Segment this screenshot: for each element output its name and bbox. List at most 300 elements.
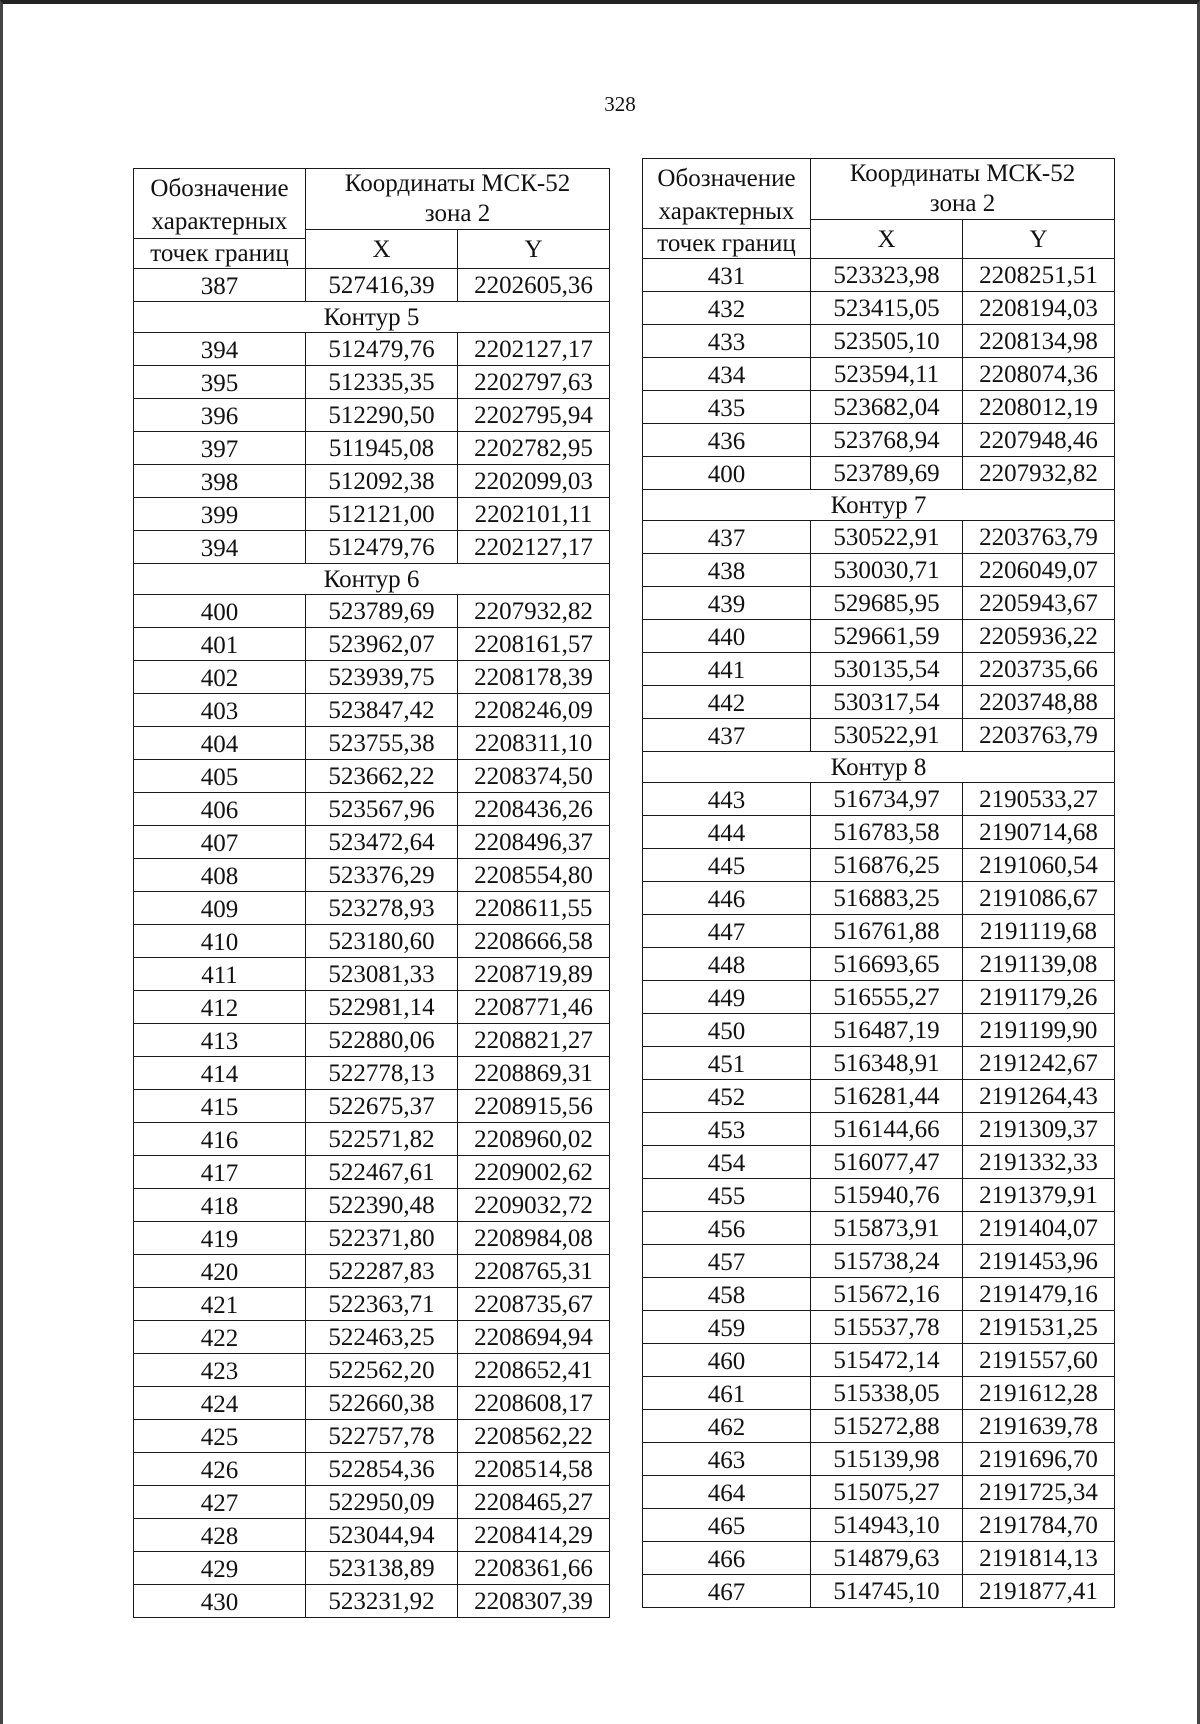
point-number-cell: 446 bbox=[643, 882, 811, 915]
table-row bbox=[134, 1189, 610, 1222]
x-coordinate-cell: 515873,91 bbox=[811, 1212, 963, 1245]
y-coordinate-cell: 2191453,96 bbox=[963, 1245, 1115, 1278]
x-coordinate-cell: 522757,78 bbox=[306, 1420, 458, 1453]
y-coordinate-cell: 2202797,63 bbox=[458, 366, 610, 399]
table-row bbox=[643, 1113, 1115, 1146]
x-coordinate-cell: 523081,33 bbox=[306, 958, 458, 991]
table-row bbox=[643, 719, 1115, 752]
y-coordinate-cell: 2191557,60 bbox=[963, 1344, 1115, 1377]
x-coordinate-cell: 522363,71 bbox=[306, 1288, 458, 1321]
x-coordinate-cell: 523594,11 bbox=[811, 358, 963, 391]
point-number-cell: 463 bbox=[643, 1443, 811, 1476]
point-number-cell: 435 bbox=[643, 391, 811, 424]
point-number-cell: 416 bbox=[134, 1123, 306, 1156]
y-coordinate-cell: 2208374,50 bbox=[458, 760, 610, 793]
x-coordinate-cell: 529661,59 bbox=[811, 620, 963, 653]
point-number-cell: 449 bbox=[643, 981, 811, 1014]
table-row bbox=[134, 826, 610, 859]
table-row bbox=[134, 432, 610, 465]
x-coordinate-cell: 522390,48 bbox=[306, 1189, 458, 1222]
y-coordinate-cell: 2208194,03 bbox=[963, 292, 1115, 325]
table-row bbox=[643, 1377, 1115, 1410]
y-coordinate-cell: 2202782,95 bbox=[458, 432, 610, 465]
x-coordinate-cell: 516077,47 bbox=[811, 1146, 963, 1179]
table-row bbox=[134, 1156, 610, 1189]
point-number-cell: 430 bbox=[134, 1585, 306, 1618]
table-row bbox=[643, 1542, 1115, 1575]
point-number-cell: 402 bbox=[134, 661, 306, 694]
table-row bbox=[134, 925, 610, 958]
point-number-cell: 442 bbox=[643, 686, 811, 719]
point-number-cell: 451 bbox=[643, 1047, 811, 1080]
x-coordinate-cell: 527416,39 bbox=[306, 269, 458, 302]
point-number-cell: 445 bbox=[643, 849, 811, 882]
table-row bbox=[134, 1222, 610, 1255]
table-row bbox=[643, 424, 1115, 457]
point-number-cell: 456 bbox=[643, 1212, 811, 1245]
point-number-cell: 419 bbox=[134, 1222, 306, 1255]
y-coordinate-cell: 2208012,19 bbox=[963, 391, 1115, 424]
table-row bbox=[643, 1311, 1115, 1344]
table-row bbox=[643, 915, 1115, 948]
contour-heading: Контур 8 bbox=[643, 752, 1115, 783]
y-coordinate-cell: 2191332,33 bbox=[963, 1146, 1115, 1179]
x-coordinate-cell: 511945,08 bbox=[306, 432, 458, 465]
y-coordinate-cell: 2191199,90 bbox=[963, 1014, 1115, 1047]
y-column-header: Y bbox=[963, 220, 1115, 259]
x-coordinate-cell: 516734,97 bbox=[811, 783, 963, 816]
table-row bbox=[643, 686, 1115, 719]
y-coordinate-cell: 2208311,10 bbox=[458, 727, 610, 760]
table-row bbox=[134, 399, 610, 432]
point-number-cell: 458 bbox=[643, 1278, 811, 1311]
y-coordinate-cell: 2190714,68 bbox=[963, 816, 1115, 849]
point-number-cell: 455 bbox=[643, 1179, 811, 1212]
table-row bbox=[643, 391, 1115, 424]
x-coordinate-cell: 523789,69 bbox=[811, 457, 963, 490]
point-number-cell: 415 bbox=[134, 1090, 306, 1123]
point-number-cell: 394 bbox=[134, 531, 306, 564]
point-number-cell: 420 bbox=[134, 1255, 306, 1288]
point-number-cell: 467 bbox=[643, 1575, 811, 1608]
point-number-cell: 437 bbox=[643, 719, 811, 752]
point-number-cell: 453 bbox=[643, 1113, 811, 1146]
x-coordinate-cell: 516883,25 bbox=[811, 882, 963, 915]
table-row bbox=[134, 1486, 610, 1519]
table-row bbox=[134, 1090, 610, 1123]
y-coordinate-cell: 2208719,89 bbox=[458, 958, 610, 991]
point-number-cell: 429 bbox=[134, 1552, 306, 1585]
x-coordinate-cell: 515738,24 bbox=[811, 1245, 963, 1278]
table-row bbox=[643, 1476, 1115, 1509]
y-coordinate-cell: 2191139,08 bbox=[963, 948, 1115, 981]
y-coordinate-cell: 2208652,41 bbox=[458, 1354, 610, 1387]
x-coordinate-cell: 523323,98 bbox=[811, 259, 963, 292]
point-number-cell: 452 bbox=[643, 1080, 811, 1113]
point-number-cell: 434 bbox=[643, 358, 811, 391]
point-number-cell: 462 bbox=[643, 1410, 811, 1443]
table-row bbox=[643, 948, 1115, 981]
point-number-cell: 413 bbox=[134, 1024, 306, 1057]
y-coordinate-cell: 2191119,68 bbox=[963, 915, 1115, 948]
table-row bbox=[134, 958, 610, 991]
x-coordinate-cell: 522880,06 bbox=[306, 1024, 458, 1057]
x-coordinate-cell: 516876,25 bbox=[811, 849, 963, 882]
point-number-cell: 407 bbox=[134, 826, 306, 859]
y-coordinate-cell: 2202101,11 bbox=[458, 498, 610, 531]
point-number-cell: 425 bbox=[134, 1420, 306, 1453]
table-row bbox=[134, 892, 610, 925]
x-coordinate-cell: 523472,64 bbox=[306, 826, 458, 859]
point-label-line-3: точек границ bbox=[134, 239, 306, 269]
x-coordinate-cell: 514943,10 bbox=[811, 1509, 963, 1542]
x-coordinate-cell: 523847,42 bbox=[306, 694, 458, 727]
x-coordinate-cell: 523755,38 bbox=[306, 727, 458, 760]
y-coordinate-cell: 2208765,31 bbox=[458, 1255, 610, 1288]
table-row bbox=[643, 1344, 1115, 1377]
table-row bbox=[134, 1321, 610, 1354]
table-row bbox=[134, 1288, 610, 1321]
y-coordinate-cell: 2208960,02 bbox=[458, 1123, 610, 1156]
left-table-body bbox=[134, 269, 610, 1618]
y-coordinate-cell: 2208496,37 bbox=[458, 826, 610, 859]
point-number-cell: 406 bbox=[134, 793, 306, 826]
point-number-cell: 444 bbox=[643, 816, 811, 849]
y-coordinate-cell: 2191877,41 bbox=[963, 1575, 1115, 1608]
y-coordinate-cell: 2191086,67 bbox=[963, 882, 1115, 915]
point-number-cell: 443 bbox=[643, 783, 811, 816]
point-number-cell: 399 bbox=[134, 498, 306, 531]
y-coordinate-cell: 2191814,13 bbox=[963, 1542, 1115, 1575]
point-label-header bbox=[643, 159, 811, 229]
table-row bbox=[134, 1024, 610, 1057]
x-coordinate-cell: 515537,78 bbox=[811, 1311, 963, 1344]
y-coordinate-cell: 2208915,56 bbox=[458, 1090, 610, 1123]
x-coordinate-cell: 530522,91 bbox=[811, 719, 963, 752]
x-coordinate-cell: 522950,09 bbox=[306, 1486, 458, 1519]
x-coordinate-cell: 515338,05 bbox=[811, 1377, 963, 1410]
table-row bbox=[643, 325, 1115, 358]
point-number-cell: 439 bbox=[643, 587, 811, 620]
table-row bbox=[134, 498, 610, 531]
table-row bbox=[134, 991, 610, 1024]
point-label-line-2: характерных bbox=[151, 208, 288, 235]
x-coordinate-cell: 516281,44 bbox=[811, 1080, 963, 1113]
table-row bbox=[134, 1453, 610, 1486]
table-row bbox=[134, 628, 610, 661]
contour-heading-row bbox=[134, 302, 610, 333]
x-coordinate-cell: 522371,80 bbox=[306, 1222, 458, 1255]
x-coordinate-cell: 522571,82 bbox=[306, 1123, 458, 1156]
x-coordinate-cell: 515672,16 bbox=[811, 1278, 963, 1311]
x-coordinate-cell: 523962,07 bbox=[306, 628, 458, 661]
point-number-cell: 460 bbox=[643, 1344, 811, 1377]
table-row bbox=[134, 366, 610, 399]
y-coordinate-cell: 2209032,72 bbox=[458, 1189, 610, 1222]
y-coordinate-cell: 2190533,27 bbox=[963, 783, 1115, 816]
x-coordinate-cell: 512335,35 bbox=[306, 366, 458, 399]
y-coordinate-cell: 2208414,29 bbox=[458, 1519, 610, 1552]
table-row bbox=[643, 783, 1115, 816]
y-coordinate-cell: 2208361,66 bbox=[458, 1552, 610, 1585]
contour-heading: Контур 5 bbox=[134, 302, 610, 333]
point-number-cell: 405 bbox=[134, 760, 306, 793]
point-number-cell: 447 bbox=[643, 915, 811, 948]
y-coordinate-cell: 2203748,88 bbox=[963, 686, 1115, 719]
x-coordinate-cell: 516761,88 bbox=[811, 915, 963, 948]
x-column-header: X bbox=[811, 220, 963, 259]
point-number-cell: 461 bbox=[643, 1377, 811, 1410]
table-row bbox=[134, 793, 610, 826]
x-coordinate-cell: 523376,29 bbox=[306, 859, 458, 892]
x-coordinate-cell: 515272,88 bbox=[811, 1410, 963, 1443]
point-number-cell: 417 bbox=[134, 1156, 306, 1189]
point-number-cell: 423 bbox=[134, 1354, 306, 1387]
x-coordinate-cell: 514879,63 bbox=[811, 1542, 963, 1575]
point-label-header bbox=[134, 169, 306, 239]
x-coordinate-cell: 512092,38 bbox=[306, 465, 458, 498]
x-coordinate-cell: 522981,14 bbox=[306, 991, 458, 1024]
y-coordinate-cell: 2208465,27 bbox=[458, 1486, 610, 1519]
table-row bbox=[134, 465, 610, 498]
y-coordinate-cell: 2202127,17 bbox=[458, 531, 610, 564]
point-number-cell: 408 bbox=[134, 859, 306, 892]
y-coordinate-cell: 2206049,07 bbox=[963, 554, 1115, 587]
table-row bbox=[643, 358, 1115, 391]
y-coordinate-cell: 2191531,25 bbox=[963, 1311, 1115, 1344]
coord-title-line-1: Координаты МСК-52 bbox=[849, 160, 1076, 187]
x-coordinate-cell: 512479,76 bbox=[306, 531, 458, 564]
point-number-cell: 464 bbox=[643, 1476, 811, 1509]
y-coordinate-cell: 2203763,79 bbox=[963, 719, 1115, 752]
page-number: 328 bbox=[604, 92, 636, 116]
table-row bbox=[643, 1443, 1115, 1476]
y-coordinate-cell: 2208436,26 bbox=[458, 793, 610, 826]
x-coordinate-cell: 514745,10 bbox=[811, 1575, 963, 1608]
x-coordinate-cell: 530317,54 bbox=[811, 686, 963, 719]
x-coordinate-cell: 516693,65 bbox=[811, 948, 963, 981]
x-coordinate-cell: 523567,96 bbox=[306, 793, 458, 826]
x-coordinate-cell: 523939,75 bbox=[306, 661, 458, 694]
table-row bbox=[643, 849, 1115, 882]
point-number-cell: 418 bbox=[134, 1189, 306, 1222]
x-coordinate-cell: 512121,00 bbox=[306, 498, 458, 531]
x-coordinate-cell: 523789,69 bbox=[306, 595, 458, 628]
point-number-cell: 403 bbox=[134, 694, 306, 727]
y-coordinate-cell: 2208178,39 bbox=[458, 661, 610, 694]
point-number-cell: 394 bbox=[134, 333, 306, 366]
y-coordinate-cell: 2205936,22 bbox=[963, 620, 1115, 653]
table-row bbox=[134, 760, 610, 793]
y-coordinate-cell: 2207932,82 bbox=[458, 595, 610, 628]
table-row bbox=[643, 816, 1115, 849]
y-coordinate-cell: 2202127,17 bbox=[458, 333, 610, 366]
x-coordinate-cell: 523138,89 bbox=[306, 1552, 458, 1585]
table-row bbox=[134, 694, 610, 727]
table-row bbox=[643, 457, 1115, 490]
x-coordinate-cell: 516348,91 bbox=[811, 1047, 963, 1080]
table-row bbox=[134, 1420, 610, 1453]
y-coordinate-cell: 2208161,57 bbox=[458, 628, 610, 661]
y-coordinate-cell: 2203763,79 bbox=[963, 521, 1115, 554]
y-coordinate-cell: 2208074,36 bbox=[963, 358, 1115, 391]
contour-heading: Контур 7 bbox=[643, 490, 1115, 521]
table-row bbox=[643, 292, 1115, 325]
y-coordinate-cell: 2208554,80 bbox=[458, 859, 610, 892]
y-coordinate-cell: 2208821,27 bbox=[458, 1024, 610, 1057]
coordinates-table-right bbox=[642, 158, 1115, 1608]
x-coordinate-cell: 522778,13 bbox=[306, 1057, 458, 1090]
x-coordinate-cell: 522854,36 bbox=[306, 1453, 458, 1486]
coord-title-line-2: зона 2 bbox=[424, 200, 491, 227]
table-row bbox=[643, 554, 1115, 587]
y-coordinate-cell: 2191242,67 bbox=[963, 1047, 1115, 1080]
table-row bbox=[134, 1519, 610, 1552]
y-coordinate-cell: 2191404,07 bbox=[963, 1212, 1115, 1245]
point-number-cell: 432 bbox=[643, 292, 811, 325]
point-label-line-1: Обозначение bbox=[150, 175, 289, 202]
table-row bbox=[134, 333, 610, 366]
y-coordinate-cell: 2208608,17 bbox=[458, 1387, 610, 1420]
point-number-cell: 412 bbox=[134, 991, 306, 1024]
table-row bbox=[134, 1585, 610, 1618]
table-row bbox=[643, 1047, 1115, 1080]
x-coordinate-cell: 516487,19 bbox=[811, 1014, 963, 1047]
y-coordinate-cell: 2208562,22 bbox=[458, 1420, 610, 1453]
contour-heading-row bbox=[134, 564, 610, 595]
point-number-cell: 457 bbox=[643, 1245, 811, 1278]
point-number-cell: 438 bbox=[643, 554, 811, 587]
y-coordinate-cell: 2208869,31 bbox=[458, 1057, 610, 1090]
point-label-line-1: Обозначение bbox=[657, 165, 796, 192]
y-coordinate-cell: 2208514,58 bbox=[458, 1453, 610, 1486]
x-coordinate-cell: 512479,76 bbox=[306, 333, 458, 366]
x-coordinate-cell: 530030,71 bbox=[811, 554, 963, 587]
y-coordinate-cell: 2191725,34 bbox=[963, 1476, 1115, 1509]
table-row bbox=[134, 1354, 610, 1387]
table-row bbox=[134, 1387, 610, 1420]
y-coordinate-cell: 2191309,37 bbox=[963, 1113, 1115, 1146]
x-coordinate-cell: 516783,58 bbox=[811, 816, 963, 849]
y-coordinate-cell: 2191696,70 bbox=[963, 1443, 1115, 1476]
table-row bbox=[643, 1575, 1115, 1608]
table-row bbox=[643, 1146, 1115, 1179]
contour-heading: Контур 6 bbox=[134, 564, 610, 595]
x-coordinate-cell: 515139,98 bbox=[811, 1443, 963, 1476]
point-number-cell: 459 bbox=[643, 1311, 811, 1344]
point-number-cell: 431 bbox=[643, 259, 811, 292]
point-number-cell: 437 bbox=[643, 521, 811, 554]
x-column-header: X bbox=[306, 230, 458, 269]
y-coordinate-cell: 2191612,28 bbox=[963, 1377, 1115, 1410]
y-coordinate-cell: 2208251,51 bbox=[963, 259, 1115, 292]
table-row bbox=[134, 727, 610, 760]
y-coordinate-cell: 2207948,46 bbox=[963, 424, 1115, 457]
y-coordinate-cell: 2208771,46 bbox=[458, 991, 610, 1024]
y-coordinate-cell: 2208307,39 bbox=[458, 1585, 610, 1618]
table-row bbox=[643, 521, 1115, 554]
x-coordinate-cell: 523278,93 bbox=[306, 892, 458, 925]
x-coordinate-cell: 522562,20 bbox=[306, 1354, 458, 1387]
x-coordinate-cell: 516144,66 bbox=[811, 1113, 963, 1146]
x-coordinate-cell: 522660,38 bbox=[306, 1387, 458, 1420]
table-row bbox=[134, 661, 610, 694]
table-row bbox=[643, 259, 1115, 292]
table-row bbox=[643, 620, 1115, 653]
point-number-cell: 424 bbox=[134, 1387, 306, 1420]
y-coordinate-cell: 2207932,82 bbox=[963, 457, 1115, 490]
point-number-cell: 427 bbox=[134, 1486, 306, 1519]
x-coordinate-cell: 529685,95 bbox=[811, 587, 963, 620]
x-coordinate-cell: 522675,37 bbox=[306, 1090, 458, 1123]
y-coordinate-cell: 2191639,78 bbox=[963, 1410, 1115, 1443]
y-coordinate-cell: 2205943,67 bbox=[963, 587, 1115, 620]
point-number-cell: 404 bbox=[134, 727, 306, 760]
x-coordinate-cell: 523044,94 bbox=[306, 1519, 458, 1552]
point-number-cell: 400 bbox=[643, 457, 811, 490]
coordinates-table-left bbox=[133, 168, 610, 1618]
point-number-cell: 440 bbox=[643, 620, 811, 653]
y-coordinate-cell: 2208694,94 bbox=[458, 1321, 610, 1354]
point-number-cell: 422 bbox=[134, 1321, 306, 1354]
table-row bbox=[134, 531, 610, 564]
point-number-cell: 397 bbox=[134, 432, 306, 465]
x-coordinate-cell: 530135,54 bbox=[811, 653, 963, 686]
y-coordinate-cell: 2208666,58 bbox=[458, 925, 610, 958]
x-coordinate-cell: 523505,10 bbox=[811, 325, 963, 358]
point-number-cell: 396 bbox=[134, 399, 306, 432]
point-label-line-2: характерных bbox=[658, 198, 795, 225]
table-row bbox=[643, 1080, 1115, 1113]
point-number-cell: 450 bbox=[643, 1014, 811, 1047]
table-row bbox=[134, 269, 610, 302]
x-coordinate-cell: 523768,94 bbox=[811, 424, 963, 457]
point-number-cell: 441 bbox=[643, 653, 811, 686]
x-coordinate-cell: 522467,61 bbox=[306, 1156, 458, 1189]
coord-title-line-2: зона 2 bbox=[929, 190, 996, 217]
y-coordinate-cell: 2209002,62 bbox=[458, 1156, 610, 1189]
table-row bbox=[643, 1179, 1115, 1212]
y-column-header: Y bbox=[458, 230, 610, 269]
coord-title-line-1: Координаты МСК-52 bbox=[344, 170, 571, 197]
point-number-cell: 410 bbox=[134, 925, 306, 958]
point-number-cell: 401 bbox=[134, 628, 306, 661]
table-row bbox=[643, 587, 1115, 620]
x-coordinate-cell: 515075,27 bbox=[811, 1476, 963, 1509]
x-coordinate-cell: 522287,83 bbox=[306, 1255, 458, 1288]
y-coordinate-cell: 2203735,66 bbox=[963, 653, 1115, 686]
y-coordinate-cell: 2202605,36 bbox=[458, 269, 610, 302]
y-coordinate-cell: 2202795,94 bbox=[458, 399, 610, 432]
table-row bbox=[643, 1212, 1115, 1245]
point-number-cell: 409 bbox=[134, 892, 306, 925]
table-row bbox=[643, 882, 1115, 915]
y-coordinate-cell: 2208735,67 bbox=[458, 1288, 610, 1321]
x-coordinate-cell: 515940,76 bbox=[811, 1179, 963, 1212]
x-coordinate-cell: 530522,91 bbox=[811, 521, 963, 554]
y-coordinate-cell: 2191060,54 bbox=[963, 849, 1115, 882]
table-row bbox=[134, 1057, 610, 1090]
point-number-cell: 465 bbox=[643, 1509, 811, 1542]
table-row bbox=[643, 1245, 1115, 1278]
y-coordinate-cell: 2202099,03 bbox=[458, 465, 610, 498]
point-number-cell: 395 bbox=[134, 366, 306, 399]
point-number-cell: 387 bbox=[134, 269, 306, 302]
table-row bbox=[643, 1278, 1115, 1311]
x-coordinate-cell: 512290,50 bbox=[306, 399, 458, 432]
x-coordinate-cell: 523415,05 bbox=[811, 292, 963, 325]
y-coordinate-cell: 2191379,91 bbox=[963, 1179, 1115, 1212]
